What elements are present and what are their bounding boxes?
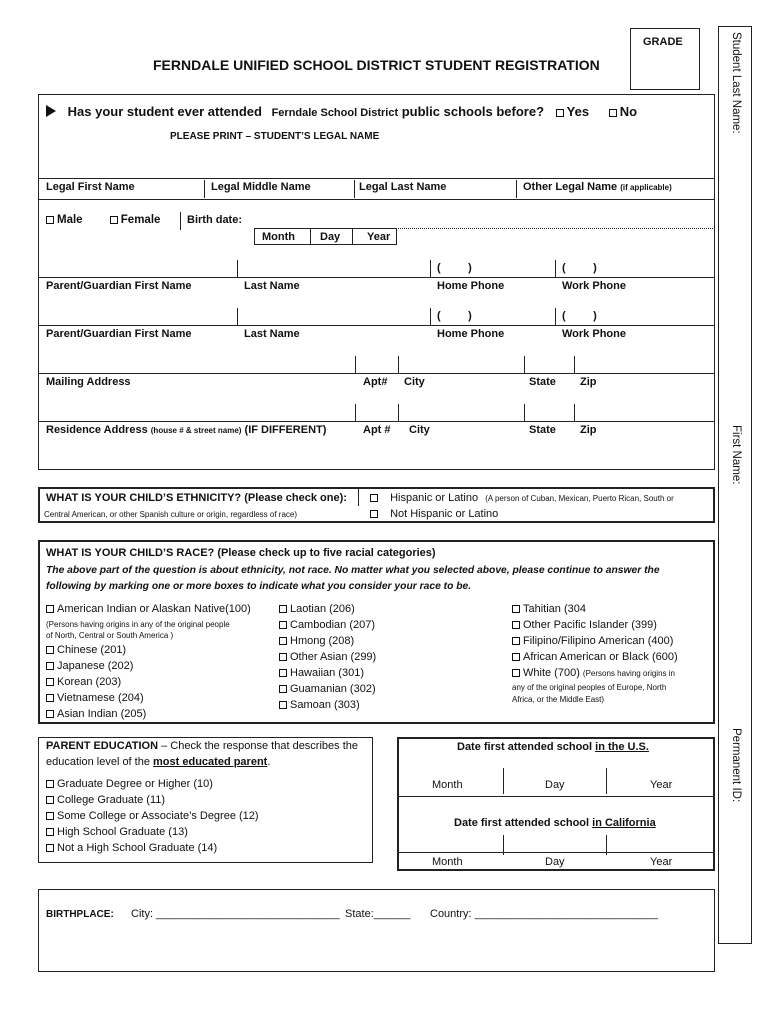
date-us-heading: [457, 741, 649, 753]
education-option-high-school[interactable]: [46, 826, 188, 838]
date-us-divider-1: [503, 768, 504, 794]
male-checkbox[interactable]: [46, 216, 54, 224]
date-us-line[interactable]: [397, 796, 715, 797]
race-checkbox[interactable]: [46, 678, 54, 686]
residence-zip-label: Zip: [580, 424, 597, 436]
education-option-label: Not a High School Graduate (14): [57, 842, 218, 854]
race-option-label: Hmong (208): [290, 635, 355, 647]
race-option-other-pacific-islander[interactable]: [512, 619, 657, 631]
legal-middle-name-label: Legal Middle Name: [211, 181, 311, 193]
ethnicity-question: WHAT IS YOUR CHILD’S ETHNICITY? (Please check one):: [46, 492, 347, 504]
gender-row: [46, 214, 160, 226]
residence-address-label: [46, 424, 326, 436]
residence-note: (house # & street name): [150, 426, 242, 435]
sidebar-permanent-id-label: Permanent ID:: [730, 728, 742, 803]
education-checkbox[interactable]: [46, 796, 54, 804]
residence-tick-2: [398, 404, 399, 421]
mailing-tick-2: [398, 356, 399, 373]
education-checkbox[interactable]: [46, 812, 54, 820]
residence-label-text: Residence Address: [46, 424, 148, 436]
education-line2-c: .: [267, 756, 271, 768]
sidebar-last-name-label: Student Last Name:: [730, 32, 742, 134]
date-us-month-label: Month: [432, 779, 463, 791]
parent1-tick-2: [430, 260, 431, 277]
birth-month-divider: [310, 228, 311, 245]
education-checkbox[interactable]: [46, 828, 54, 836]
mailing-city-label: City: [404, 376, 425, 388]
education-heading-line2: [46, 756, 270, 768]
race-checkbox[interactable]: [279, 621, 287, 629]
female-label: Female: [120, 214, 161, 226]
race-option-korean[interactable]: [46, 676, 121, 688]
mailing-tick-1: [355, 356, 356, 373]
parent1-home-paren: ( ): [437, 262, 472, 274]
grade-label: GRADE: [643, 36, 683, 48]
other-legal-name-text: Other Legal Name: [523, 181, 618, 193]
mailing-apt-label: Apt#: [363, 376, 388, 388]
hispanic-checkbox[interactable]: [370, 494, 378, 502]
birth-month-label: Month: [262, 231, 295, 243]
attended-yes-checkbox[interactable]: [556, 109, 564, 117]
race-checkbox[interactable]: [279, 653, 287, 661]
education-heading-bold: PARENT EDUCATION: [46, 740, 159, 752]
american-indian-note-2: of North, Central or South America ): [46, 631, 174, 640]
race-option-label: Samoan (303): [290, 699, 360, 711]
ethnicity-not-hispanic-row: [370, 508, 498, 520]
race-checkbox[interactable]: [46, 605, 54, 613]
birthplace-state-field[interactable]: State:______: [345, 908, 411, 920]
mailing-line[interactable]: [38, 373, 715, 374]
education-heading-line1: [46, 740, 358, 752]
race-option-label: Asian Indian (205): [57, 708, 147, 720]
parent1-line[interactable]: [38, 277, 715, 278]
race-checkbox[interactable]: [512, 637, 520, 645]
not-hispanic-checkbox[interactable]: [370, 510, 378, 518]
race-option-label: American Indian or Alaskan Native(100): [57, 603, 251, 615]
parent1-home-phone-label: Home Phone: [437, 280, 505, 292]
race-checkbox[interactable]: [279, 685, 287, 693]
race-option-label: Guamanian (302): [290, 683, 376, 695]
attended-no-label: No: [619, 104, 638, 119]
white-note-2: any of the original peoples of Europe, North: [512, 683, 667, 692]
race-option-tahitian[interactable]: [512, 603, 586, 615]
parent2-tick-3: [555, 308, 556, 325]
race-option-hmong[interactable]: [279, 635, 354, 647]
education-option-graduate[interactable]: [46, 778, 213, 790]
race-option-laotian[interactable]: [279, 603, 355, 615]
parent2-tick-2: [430, 308, 431, 325]
name-divider-2: [354, 180, 355, 198]
hispanic-note-b: Central American, or other Spanish culture or origin, regardless of race): [44, 510, 298, 519]
birth-day-label: Day: [320, 231, 341, 243]
parent2-work-phone-label: Work Phone: [562, 328, 626, 340]
date-ca-a: Date first attended school: [454, 817, 593, 829]
race-checkbox[interactable]: [46, 646, 54, 654]
residence-state-label: State: [529, 424, 556, 436]
ethnicity-hispanic-row: [370, 492, 674, 504]
education-option-some-college[interactable]: [46, 810, 259, 822]
parent1-tick-3: [555, 260, 556, 277]
other-legal-name-label: [523, 181, 672, 193]
attended-suffix: public schools before?: [401, 104, 545, 119]
birth-day-divider: [352, 228, 353, 245]
race-checkbox[interactable]: [279, 605, 287, 613]
date-us-divider-2: [606, 768, 607, 794]
legal-last-name-label: Legal Last Name: [359, 181, 447, 193]
race-option-guamanian[interactable]: [279, 683, 376, 695]
race-option-label: Laotian (206): [290, 603, 355, 615]
student-name-line[interactable]: [38, 178, 715, 179]
mailing-tick-4: [574, 356, 575, 373]
dates-box: [397, 737, 715, 871]
race-option-label: Vietnamese (204): [57, 692, 144, 704]
race-checkbox[interactable]: [279, 669, 287, 677]
attended-no-checkbox[interactable]: [609, 109, 617, 117]
name-divider-3: [516, 180, 517, 198]
other-legal-name-note: (if applicable): [620, 183, 672, 192]
name-divider-1: [204, 180, 205, 198]
residence-line[interactable]: [38, 421, 715, 422]
race-option-white[interactable]: [512, 667, 675, 679]
sidebar-first-name-label: First Name:: [730, 425, 742, 485]
race-option-vietnamese[interactable]: [46, 692, 144, 704]
white-note-1: (Persons having origins in: [582, 669, 675, 678]
mailing-zip-label: Zip: [580, 376, 597, 388]
race-option-label: Hawaiian (301): [290, 667, 364, 679]
gender-divider: [180, 212, 181, 230]
education-line2-a: education level of the: [46, 756, 154, 768]
race-option-japanese[interactable]: [46, 660, 133, 672]
date-us-a: Date first attended school: [457, 741, 596, 753]
race-option-label: Cambodian (207): [290, 619, 375, 631]
parent2-last-name-label: Last Name: [244, 328, 300, 340]
female-checkbox[interactable]: [110, 216, 118, 224]
date-ca-day-label: Day: [545, 856, 565, 868]
date-ca-month-label: Month: [432, 856, 463, 868]
race-checkbox[interactable]: [279, 701, 287, 709]
race-checkbox[interactable]: [512, 653, 520, 661]
parent1-first-name-label: Parent/Guardian First Name: [46, 280, 192, 292]
parent2-first-name-label: Parent/Guardian First Name: [46, 328, 192, 340]
birthplace-city-field[interactable]: City: ______________________________: [131, 908, 340, 920]
race-option-label: Korean (203): [57, 676, 122, 688]
birthplace-country-field[interactable]: Country: ______________________________: [430, 908, 659, 920]
race-checkbox[interactable]: [512, 605, 520, 613]
parent1-work-paren: ( ): [562, 262, 597, 274]
race-checkbox[interactable]: [46, 710, 54, 718]
birthplace-box: [38, 889, 715, 972]
race-option-filipino[interactable]: [512, 635, 673, 647]
date-ca-line[interactable]: [397, 852, 715, 853]
race-question: WHAT IS YOUR CHILD’S RACE? (Please check up to five racial categories): [46, 547, 436, 559]
race-option-chinese[interactable]: [46, 644, 126, 656]
race-option-label: Other Pacific Islander (399): [523, 619, 657, 631]
residence-tick-3: [524, 404, 525, 421]
parent2-home-paren: ( ): [437, 310, 472, 322]
education-checkbox[interactable]: [46, 844, 54, 852]
residence-apt-label: Apt #: [363, 424, 391, 436]
male-label: Male: [57, 214, 83, 226]
parent2-line[interactable]: [38, 325, 715, 326]
education-option-not-high-school[interactable]: [46, 842, 217, 854]
race-option-label: White (700): [523, 667, 580, 679]
play-arrow-icon: [46, 105, 56, 117]
race-checkbox[interactable]: [512, 621, 520, 629]
race-option-label: Filipino/Filipino American (400): [523, 635, 674, 647]
race-checkbox[interactable]: [279, 637, 287, 645]
attended-prefix: Has your student ever attended: [67, 104, 262, 119]
race-option-label: Tahitian (304: [523, 603, 586, 615]
date-us-day-label: Day: [545, 779, 565, 791]
race-option-cambodian[interactable]: [279, 619, 375, 631]
attended-yes-label: Yes: [566, 104, 590, 119]
residence-city-label: City: [409, 424, 430, 436]
birth-year-label: Year: [367, 231, 391, 243]
parent1-tick-1: [237, 260, 238, 277]
education-option-label: High School Graduate (13): [57, 826, 188, 838]
ethnicity-divider: [358, 488, 359, 506]
attended-district: Ferndale School District: [271, 107, 399, 119]
race-option-label: African American or Black (600): [523, 651, 678, 663]
hispanic-note-a: (A person of Cuban, Mexican, Puerto Rican, South or: [485, 494, 674, 503]
print-note: PLEASE PRINT – STUDENT’S LEGAL NAME: [170, 131, 380, 142]
american-indian-note-1: (Persons having origins in any of the original people: [46, 620, 230, 629]
parent2-tick-1: [237, 308, 238, 325]
sidebar-strip: [718, 26, 752, 944]
birth-date-label: Birth date:: [187, 214, 242, 226]
hispanic-label: Hispanic or Latino: [390, 492, 479, 504]
race-option-label: Japanese (202): [57, 660, 134, 672]
race-option-samoan[interactable]: [279, 699, 360, 711]
race-checkbox[interactable]: [46, 694, 54, 702]
page-title: FERNDALE UNIFIED SCHOOL DISTRICT STUDENT REGISTRATION: [153, 57, 600, 73]
education-heading-rest: – Check the response that describes the: [158, 740, 358, 752]
race-option-african-american[interactable]: [512, 651, 678, 663]
residence-if-different: (IF DIFFERENT): [244, 424, 327, 436]
date-ca-b: in California: [592, 817, 656, 829]
race-checkbox[interactable]: [512, 669, 520, 677]
mailing-state-label: State: [529, 376, 556, 388]
education-option-label: Some College or Associate’s Degree (12): [57, 810, 259, 822]
parent1-last-name-label: Last Name: [244, 280, 300, 292]
parent1-work-phone-label: Work Phone: [562, 280, 626, 292]
race-instruction-2: following by marking one or more boxes to indicate what you consider your race to be.: [46, 581, 472, 592]
race-instruction-1: The above part of the question is about ethnicity, not race. No matter what you selected above, please continue to answer the: [46, 565, 660, 576]
race-option-other-asian[interactable]: [279, 651, 376, 663]
legal-first-name-label: Legal First Name: [46, 181, 135, 193]
education-option-label: College Graduate (11): [57, 794, 166, 806]
parent2-home-phone-label: Home Phone: [437, 328, 505, 340]
name-label-bottom-line: [38, 199, 715, 200]
education-line2-b: most educated parent: [153, 756, 268, 768]
not-hispanic-label: Not Hispanic or Latino: [390, 508, 499, 520]
residence-tick-1: [355, 404, 356, 421]
education-option-label: Graduate Degree or Higher (10): [57, 778, 213, 790]
education-checkbox[interactable]: [46, 780, 54, 788]
parent2-work-paren: ( ): [562, 310, 597, 322]
date-ca-heading: [454, 817, 656, 829]
race-option-asian-indian[interactable]: [46, 708, 146, 720]
race-option-hawaiian[interactable]: [279, 667, 364, 679]
birthplace-label: BIRTHPLACE:: [46, 909, 114, 920]
race-option-label: Chinese (201): [57, 644, 127, 656]
residence-tick-4: [574, 404, 575, 421]
date-us-year-label: Year: [650, 779, 673, 791]
attended-question-row: [46, 104, 637, 119]
white-note-3: Africa, or the Middle East): [512, 695, 605, 704]
date-ca-year-label: Year: [650, 856, 673, 868]
mailing-tick-3: [524, 356, 525, 373]
education-option-college[interactable]: [46, 794, 165, 806]
race-option-american-indian[interactable]: [46, 603, 251, 615]
race-checkbox[interactable]: [46, 662, 54, 670]
date-us-b: in the U.S.: [595, 741, 649, 753]
mailing-address-label: Mailing Address: [46, 376, 131, 388]
race-option-label: Other Asian (299): [290, 651, 377, 663]
